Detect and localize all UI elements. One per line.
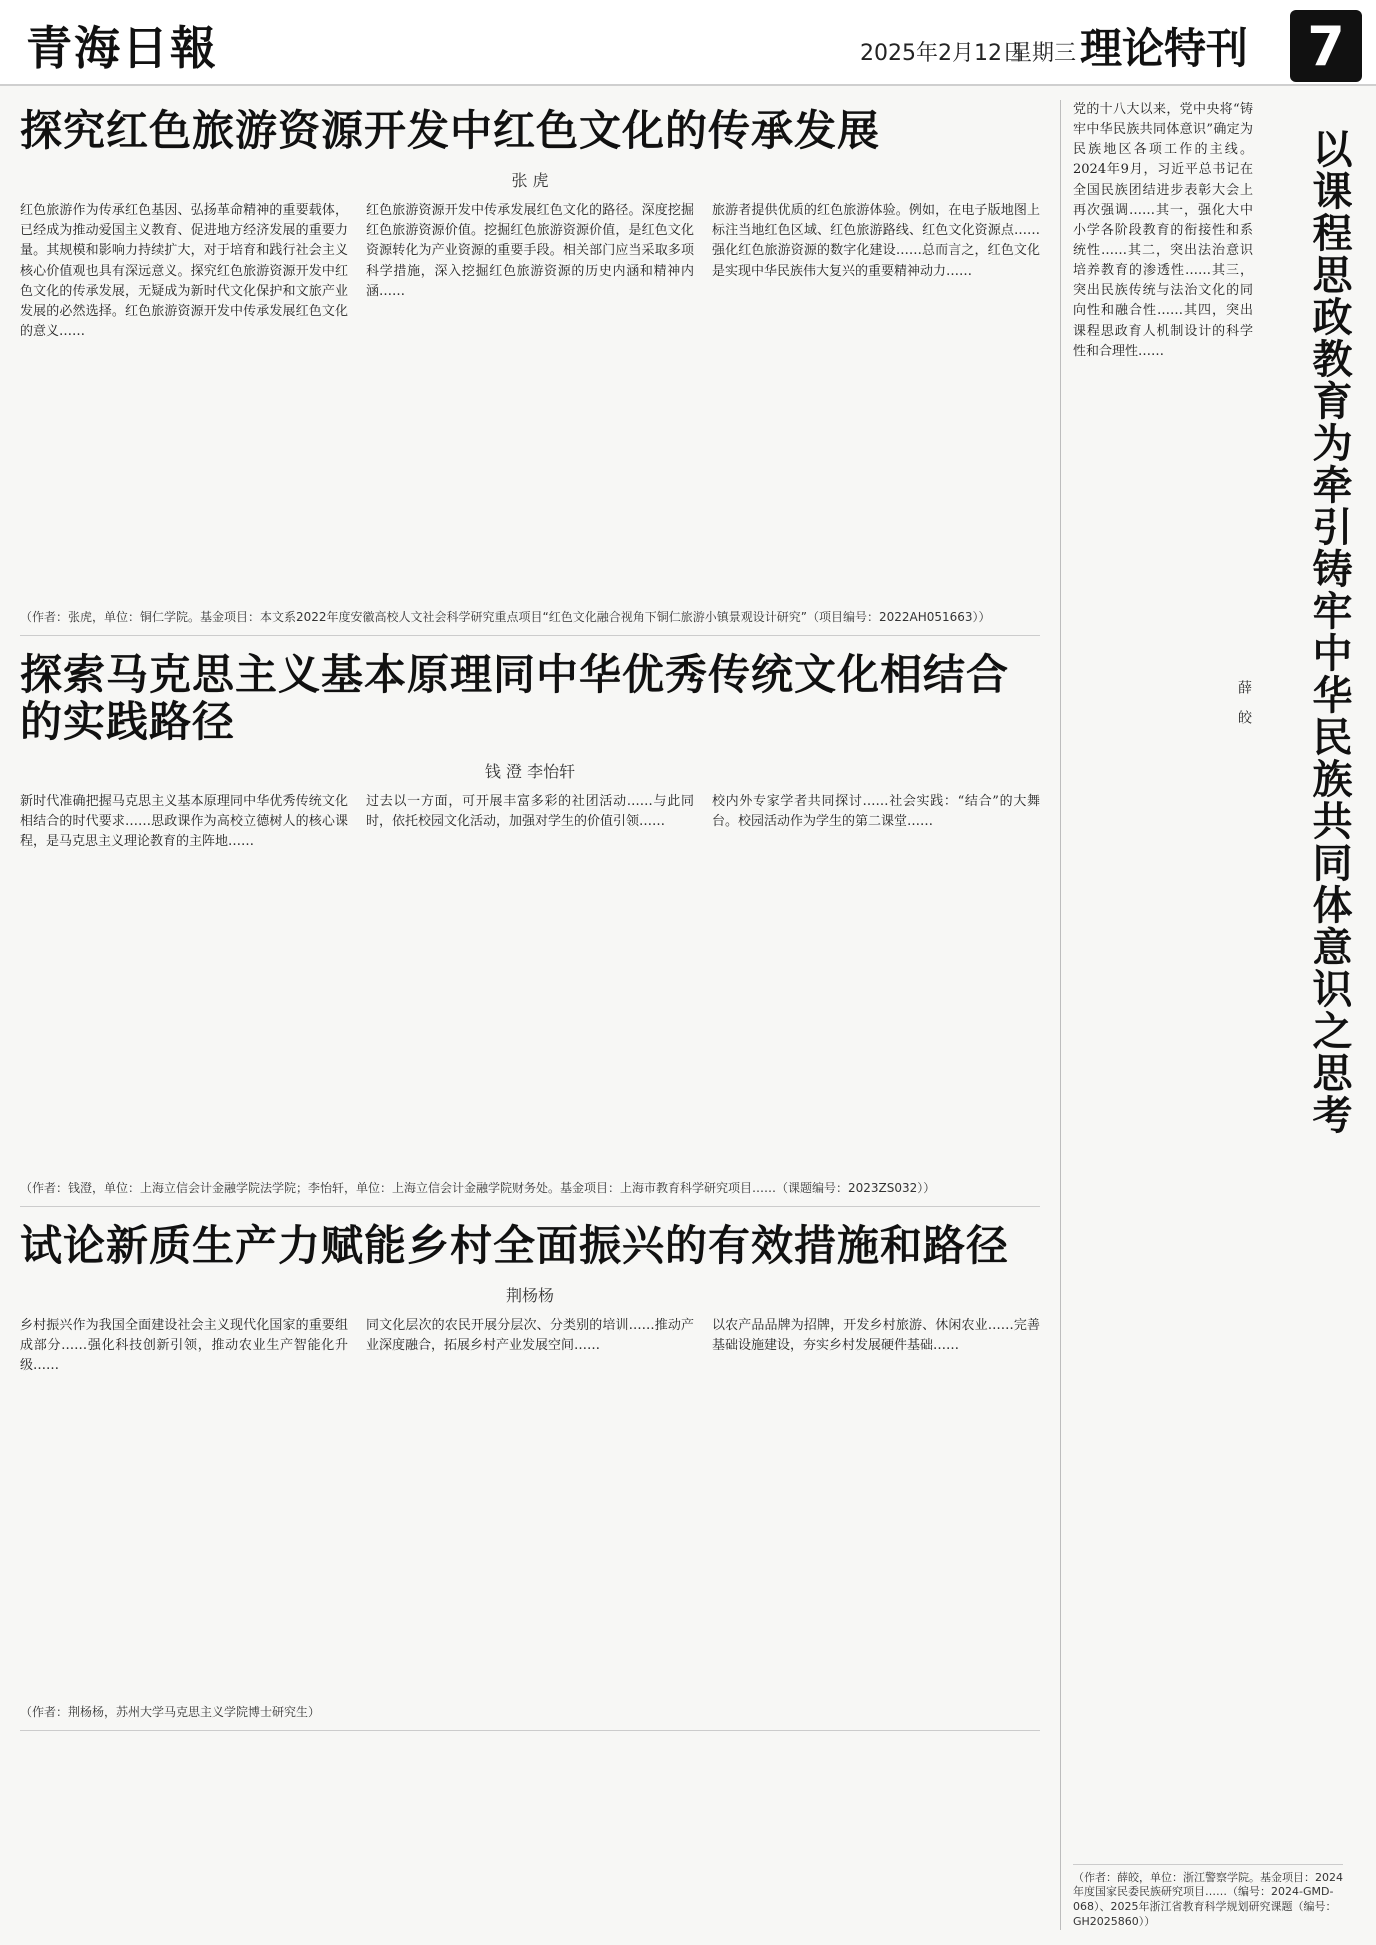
issue-date: 2025年2月12日 <box>860 41 1024 66</box>
article-column: 红色旅游作为传承红色基因、弘扬革命精神的重要载体，已经成为推动爱国主义教育、促进地方经济发展的重要力量。其规模和影响力持续扩大，对于培育和践行社会主义核心价值观也具有深远意义。探究红色旅游资源开发中红色文化的传承发展，无疑成为新时代文化保护和文旅产业发展的必然选择。红色旅游资源开发中传承发展红色文化的意义…… <box>20 203 348 340</box>
article-2 <box>20 652 1040 1207</box>
article-title: 探究红色旅游资源开发中红色文化的传承发展 <box>20 106 881 155</box>
article-note: （作者：张虎，单位：铜仁学院。基金项目：本文系2022年度安徽高校人文社会科学研究重点项目“红色文化融合视角下铜仁旅游小镇景观设计研究”（项目编号：2022AH051663）） <box>20 610 991 625</box>
article-column: 同文化层次的农民开展分层次、分类别的培训……推动产业深度融合，拓展乡村产业发展空间…… <box>366 1318 694 1354</box>
article-column: 校内外专家学者共同探讨……社会实践：“结合”的大舞台。校园活动作为学生的第二课堂…… <box>712 793 1040 829</box>
issue-weekday: 星期三 <box>1010 41 1077 66</box>
section-title: 理论特刊 <box>1080 24 1249 73</box>
article-note: （作者：荆杨杨，苏州大学马克思主义学院博士研究生） <box>20 1705 321 1720</box>
article-column: 以农产品品牌为招牌，开发乡村旅游、休闲农业……完善基础设施建设，夯实乡村发展硬件基础…… <box>712 1318 1040 1354</box>
newspaper-logo: 青海日報 <box>26 21 218 75</box>
sidebar-title: 以课程思政教育为牵引铸牢中华民族共同体意识之思考 <box>1306 128 1352 1136</box>
article-column: 乡村振兴作为我国全面建设社会主义现代化国家的重要组成部分……强化科技创新引领，推动农业生产智能化升级…… <box>20 1318 348 1374</box>
article-note: （作者：钱澄，单位：上海立信会计金融学院法学院；李怡轩，单位：上海立信会计金融学院财务处。基金项目：上海市教育科学研究项目……（课题编号：2023ZS032）） <box>20 1180 936 1195</box>
sidebar-body: 党的十八大以来，党中央将“铸牢中华民族共同体意识”确定为民族地区各项工作的主线。2024年9月，习近平总书记在全国民族团结进步表彰大会上再次强调……其一，强化大中小学各阶段教育的衔接性和系统性……其二，突出法治意识培养教育的渗透性……其三，突出民族传统与法治文化的同向性和融合性……其四，突出课程思政育人机制设计的科学性和合理性…… <box>1073 102 1253 359</box>
article-title: 试论新质生产力赋能乡村全面振兴的有效措施和路径 <box>20 1220 1010 1270</box>
sidebar-author: 薛 皎 <box>1236 680 1252 724</box>
article-title: 探索马克思主义基本原理同中华优秀传统文化相结合的实践路径 <box>20 650 1010 746</box>
article-column: 过去以一方面，可开展丰富多彩的社团活动……与此同时，依托校园文化活动，加强对学生的价值引领…… <box>366 793 694 829</box>
sidebar-article <box>1060 100 1360 1930</box>
main-articles <box>20 100 1040 1930</box>
article-columns <box>20 792 1040 1172</box>
article-column: 红色旅游资源开发中传承发展红色文化的路径。深度挖掘红色旅游资源价值。挖掘红色旅游资源价值，是红色文化资源转化为产业资源的重要手段。相关部门应当采取多项科学措施，深入挖掘红色旅游资源的历史内涵和精神内涵…… <box>366 203 694 299</box>
article-column: 新时代准确把握马克思主义基本原理同中华优秀传统文化相结合的时代要求……思政课作为高校立德树人的核心课程，是马克思主义理论教育的主阵地…… <box>20 793 348 850</box>
sidebar-note: （作者：薛皎，单位：浙江警察学院。基金项目：2024年度国家民委民族研究项目……（编号：2024-GMD-068）、2025年浙江省教育科学规划研究课题（编号：GH2025860）） <box>1073 1864 1343 1930</box>
article-3 <box>20 1220 1040 1731</box>
page-number: 7 <box>1307 14 1345 78</box>
article-author: 钱 澄 李怡轩 <box>484 761 576 781</box>
article-author: 张 虎 <box>511 171 549 191</box>
article-column: 旅游者提供优质的红色旅游体验。例如，在电子版地图上标注当地红色区域、红色旅游路线、红色文化资源点……强化红色旅游资源的数字化建设……总而言之，红色文化是实现中华民族伟大复兴的重要精神动力…… <box>712 203 1040 279</box>
article-columns <box>20 1316 1040 1696</box>
page-number-badge <box>1290 10 1362 82</box>
article-author: 荆杨杨 <box>505 1286 554 1306</box>
article-columns <box>20 201 1040 601</box>
newspaper-header <box>0 0 1376 86</box>
article-1 <box>20 108 1040 636</box>
